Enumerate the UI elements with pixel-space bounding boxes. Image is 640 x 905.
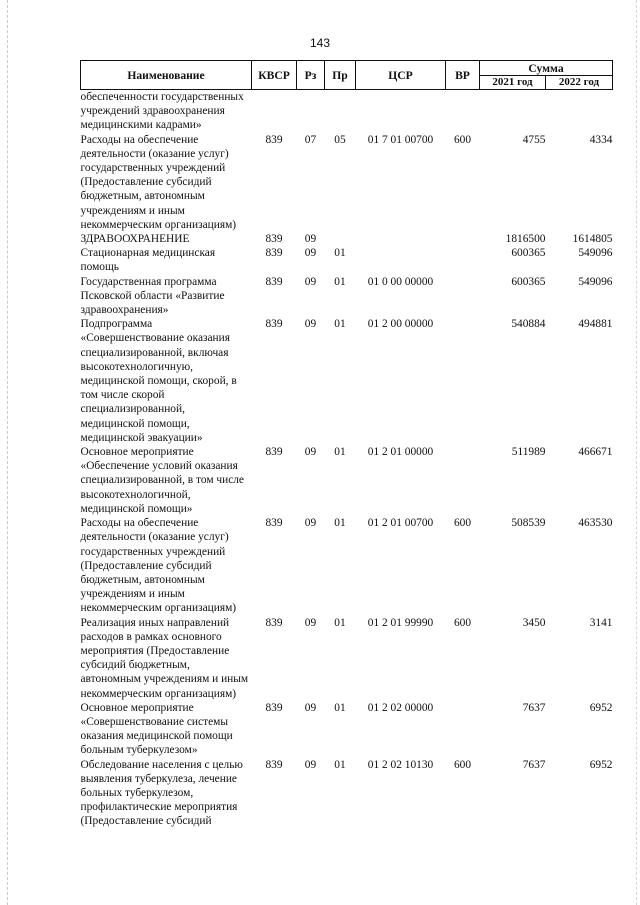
cell-sum-2022: 6952 xyxy=(589,758,613,771)
cell-pr xyxy=(325,90,356,133)
cell-sum-2022 xyxy=(546,90,613,133)
cell-vr xyxy=(446,246,480,274)
cell-csr: 01 2 02 00000 xyxy=(367,701,434,714)
cell-vr xyxy=(446,275,480,318)
cell-pr: 01 xyxy=(334,701,346,714)
cell-vr xyxy=(446,445,480,516)
cell-csr: 01 2 01 00700 xyxy=(367,517,434,530)
cell-kvsr: 839 xyxy=(265,275,283,288)
cell-vr: 600 xyxy=(453,758,472,771)
table-row xyxy=(81,701,613,758)
cell-name: Расходы на обеспечение деятельности (оказание услуг) государственных учреждений (Предоставление субсидий бюджетным, автономным учреждениям и иным некоммерческим организациям) xyxy=(80,517,237,615)
cell-sum-2021: 3450 xyxy=(522,616,546,629)
header-name: Наименование xyxy=(81,61,252,90)
cell-pr: 01 xyxy=(334,446,346,459)
cell-vr xyxy=(446,701,480,758)
cell-sum-2021: 1816500 xyxy=(505,233,546,246)
table-row xyxy=(81,758,613,829)
cell-rz: 09 xyxy=(304,233,317,246)
cell-csr: 01 2 01 00000 xyxy=(367,446,434,459)
budget-table xyxy=(80,60,613,829)
cell-name: Государственная программа Псковской области «Развитие здравоохранения» xyxy=(80,275,225,317)
table-row xyxy=(81,246,613,274)
cell-rz: 09 xyxy=(304,701,317,714)
cell-sum-2021: 508539 xyxy=(511,517,546,530)
cell-csr: 01 0 00 00000 xyxy=(367,275,434,288)
cell-csr: 01 7 01 00700 xyxy=(367,133,434,146)
cell-rz: 09 xyxy=(304,446,317,459)
cell-pr: 01 xyxy=(334,758,346,771)
cell-sum-2021: 7637 xyxy=(522,758,546,771)
table-row xyxy=(81,133,613,232)
cell-vr: 600 xyxy=(453,616,472,629)
header-csr: ЦСР xyxy=(356,61,446,90)
cell-kvsr: 839 xyxy=(265,133,283,146)
header-year-2022: 2022 год xyxy=(546,76,613,90)
cell-pr: 01 xyxy=(334,318,346,331)
cell-sum-2022: 463530 xyxy=(578,517,613,530)
cell-sum-2022: 549096 xyxy=(578,275,613,288)
cell-sum-2022: 6952 xyxy=(589,701,613,714)
cell-kvsr: 839 xyxy=(265,616,283,629)
cell-rz: 07 xyxy=(304,133,317,146)
cell-pr: 01 xyxy=(334,275,346,288)
table-row xyxy=(81,232,613,246)
table-row xyxy=(81,275,613,318)
cell-rz: 09 xyxy=(304,318,317,331)
cell-name: ЗДРАВООХРАНЕНИЕ xyxy=(80,233,190,246)
cell-rz: 09 xyxy=(304,275,317,288)
table-row xyxy=(81,445,613,516)
cell-csr xyxy=(356,90,446,133)
cell-name: Основное мероприятие «Обеспечение условий оказания специализированной, в том числе высокотехнологичной, медицинской помощи» xyxy=(80,446,244,515)
table-header xyxy=(81,61,613,90)
cell-kvsr: 839 xyxy=(265,247,283,260)
cell-name: Обследование населения с целью выявления туберкулеза, лечение больных туберкулезом, профилактические мероприятия (Предоставление субсидий xyxy=(80,758,243,828)
cell-pr: 01 xyxy=(334,616,346,629)
cell-rz: 09 xyxy=(304,758,317,771)
cell-kvsr xyxy=(252,90,297,133)
table-row xyxy=(81,90,613,133)
cell-sum-2022: 466671 xyxy=(578,446,613,459)
cell-rz xyxy=(297,90,325,133)
cell-rz: 09 xyxy=(304,616,317,629)
cell-vr xyxy=(446,317,480,445)
cell-name: Стационарная медицинская помощь xyxy=(80,247,216,274)
table-row xyxy=(81,616,613,701)
header-year-2021: 2021 год xyxy=(480,76,546,90)
cell-sum-2022: 3141 xyxy=(589,616,613,629)
cell-sum-2021: 600365 xyxy=(511,247,546,260)
table-row xyxy=(81,516,613,615)
cell-csr: 01 2 02 10130 xyxy=(367,758,434,771)
cell-kvsr: 839 xyxy=(265,446,283,459)
cell-csr: 01 2 00 00000 xyxy=(367,318,434,331)
cell-sum-2021: 600365 xyxy=(511,275,546,288)
cell-pr: 05 xyxy=(334,133,346,146)
scan-edge-left xyxy=(7,0,8,905)
cell-vr xyxy=(446,90,480,133)
table-body xyxy=(81,90,613,829)
header-rz: Рз xyxy=(297,61,325,90)
cell-kvsr: 839 xyxy=(265,318,283,331)
cell-rz: 09 xyxy=(304,247,317,260)
header-sum: Сумма xyxy=(480,61,613,76)
cell-name: Реализация иных направлений расходов в рамках основного мероприятия (Предоставление субсидий бюджетным, автономным учреждениям и иным некоммерческим организациям) xyxy=(80,616,249,700)
page-number: 143 xyxy=(309,36,331,50)
cell-csr xyxy=(356,246,446,274)
cell-name: обеспеченности государственных учреждений здравоохранения медицинскими кадрами» xyxy=(80,91,244,132)
cell-csr: 01 2 01 99990 xyxy=(367,616,434,629)
cell-sum-2021: 540884 xyxy=(511,318,546,331)
cell-rz: 09 xyxy=(304,517,317,530)
cell-pr xyxy=(325,232,356,246)
header-kvsr: КВСР xyxy=(252,61,297,90)
cell-kvsr: 839 xyxy=(265,758,283,771)
cell-name: Подпрограмма «Совершенствование оказания специализированной, включая высокотехнологичную, медицинской помощи, скорой, в том числе скорой специализированной, медицинской помощи, медицинской эвакуации» xyxy=(80,318,237,444)
cell-name: Основное мероприятие «Совершенствование системы оказания медицинской помощи больным туберкулезом» xyxy=(80,701,233,757)
cell-pr: 01 xyxy=(334,247,346,260)
cell-sum-2022: 1614805 xyxy=(572,233,613,246)
cell-name: Расходы на обеспечение деятельности (оказание услуг) государственных учреждений (Предоставление субсидий бюджетным, автономным учреждениям и иным некоммерческим организациям) xyxy=(80,133,237,231)
cell-sum-2021 xyxy=(480,90,546,133)
cell-sum-2021: 511989 xyxy=(511,446,546,459)
cell-vr xyxy=(446,232,480,246)
cell-sum-2022: 549096 xyxy=(578,247,613,260)
cell-vr: 600 xyxy=(453,133,472,146)
cell-kvsr: 839 xyxy=(265,701,283,714)
table-row xyxy=(81,317,613,445)
cell-sum-2021: 7637 xyxy=(522,701,546,714)
cell-vr: 600 xyxy=(453,517,472,530)
cell-sum-2021: 4755 xyxy=(522,133,546,146)
header-vr: ВР xyxy=(446,61,480,90)
scan-edge-right xyxy=(636,0,637,905)
cell-sum-2022: 4334 xyxy=(589,133,613,146)
cell-kvsr: 839 xyxy=(265,233,283,246)
cell-sum-2022: 494881 xyxy=(578,318,613,331)
header-pr: Пр xyxy=(325,61,356,90)
cell-csr xyxy=(356,232,446,246)
cell-kvsr: 839 xyxy=(265,517,283,530)
cell-pr: 01 xyxy=(334,517,346,530)
